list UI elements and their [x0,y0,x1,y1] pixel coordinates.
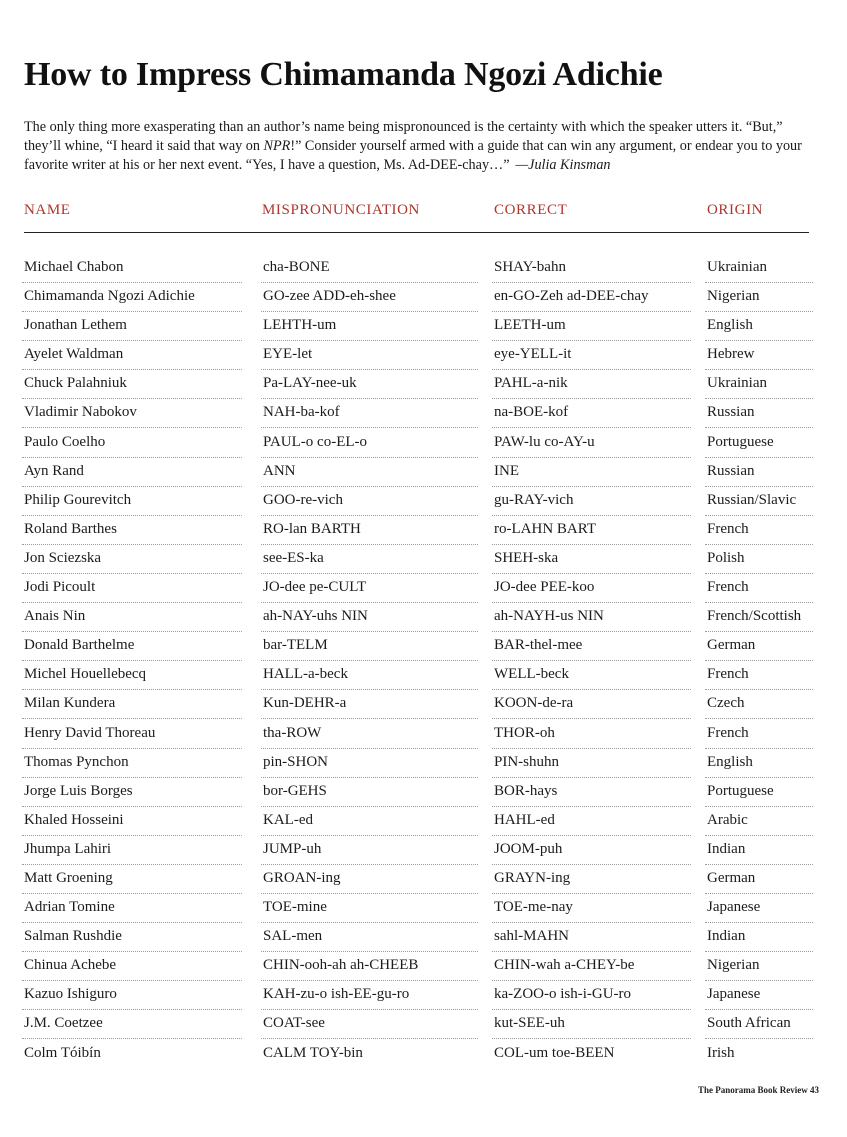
author-name-cell: Jonathan Lethem [22,311,242,341]
origin-cell: French [705,515,813,545]
mispronunciation-cell: PAUL-o co-EL-o [261,428,478,458]
mispronunciation-cell: Pa-LAY-nee-uk [261,369,478,399]
mispronunciation-cell: JO-dee pe-CULT [261,573,478,603]
author-name-cell: Salman Rushdie [22,922,242,952]
table-row [0,1039,847,1068]
correct-pronunciation-cell: KOON-de-ra [492,689,691,719]
table-row [0,719,847,748]
author-name-cell: Henry David Thoreau [22,719,242,749]
mispronunciation-cell: ah-NAY-uhs NIN [261,602,478,632]
author-name-cell: Thomas Pynchon [22,748,242,778]
author-name-cell: J.M. Coetzee [22,1009,242,1039]
mispronunciation-cell: RO-lan BARTH [261,515,478,545]
table-row [0,1009,847,1038]
mispronunciation-cell: cha-BONE [261,253,478,283]
origin-cell: French [705,719,813,749]
origin-cell: Hebrew [705,340,813,370]
correct-pronunciation-cell: ro-LAHN BART [492,515,691,545]
table-row [0,398,847,427]
correct-pronunciation-cell: INE [492,457,691,487]
table-row [0,486,847,515]
origin-cell: French [705,573,813,603]
origin-cell: Arabic [705,806,813,836]
table-row [0,806,847,835]
page-footer [698,1085,819,1095]
correct-pronunciation-cell: LEETH-um [492,311,691,341]
table-row [0,980,847,1009]
correct-pronunciation-cell: ah-NAYH-us NIN [492,602,691,632]
table-row [0,951,847,980]
origin-cell: Indian [705,835,813,865]
correct-pronunciation-cell: kut-SEE-uh [492,1009,691,1039]
table-row [0,369,847,398]
author-name-cell: Jorge Luis Borges [22,777,242,807]
column-header-name: NAME [24,202,71,218]
table-row [0,602,847,631]
correct-pronunciation-cell: SHEH-ska [492,544,691,574]
correct-pronunciation-cell: PAW-lu co-AY-u [492,428,691,458]
author-name-cell: Anais Nin [22,602,242,632]
mispronunciation-cell: bor-GEHS [261,777,478,807]
table-row [0,689,847,718]
origin-cell: French [705,660,813,690]
correct-pronunciation-cell: THOR-oh [492,719,691,749]
header-rule [24,232,809,233]
table-row [0,748,847,777]
mispronunciation-cell: KAL-ed [261,806,478,836]
origin-cell: German [705,631,813,661]
mispronunciation-cell: HALL-a-beck [261,660,478,690]
table-row [0,311,847,340]
byline: —Julia Kinsman [515,157,611,173]
origin-cell: Portuguese [705,777,813,807]
origin-cell: South African [705,1009,813,1039]
mispronunciation-cell: SAL-men [261,922,478,952]
origin-cell: Portuguese [705,428,813,458]
column-header-origin: ORIGIN [707,202,764,218]
table-row [0,573,847,602]
table-row [0,428,847,457]
mispronunciation-cell: Kun-DEHR-a [261,689,478,719]
table-row [0,660,847,689]
author-name-cell: Chinua Achebe [22,951,242,981]
correct-pronunciation-cell: sahl-MAHN [492,922,691,952]
mispronunciation-cell: GO-zee ADD-eh-shee [261,282,478,312]
mispronunciation-cell: KAH-zu-o ish-EE-gu-ro [261,980,478,1010]
mispronunciation-cell: bar-TELM [261,631,478,661]
author-name-cell: Jodi Picoult [22,573,242,603]
correct-pronunciation-cell: BAR-thel-mee [492,631,691,661]
correct-pronunciation-cell: na-BOE-kof [492,398,691,428]
author-name-cell: Ayelet Waldman [22,340,242,370]
pronunciation-table [0,253,847,1068]
origin-cell: Nigerian [705,951,813,981]
correct-pronunciation-cell: eye-YELL-it [492,340,691,370]
author-name-cell: Jhumpa Lahiri [22,835,242,865]
mispronunciation-cell: COAT-see [261,1009,478,1039]
table-header [0,202,847,226]
mispronunciation-cell: CHIN-ooh-ah ah-CHEEB [261,951,478,981]
author-name-cell: Chuck Palahniuk [22,369,242,399]
correct-pronunciation-cell: COL-um toe-BEEN [494,1044,615,1061]
mispronunciation-cell: pin-SHON [261,748,478,778]
author-name-cell: Colm Tóibín [24,1044,101,1061]
correct-pronunciation-cell: CHIN-wah a-CHEY-be [492,951,691,981]
table-row [0,253,847,282]
origin-cell: Japanese [705,980,813,1010]
author-name-cell: Kazuo Ishiguro [22,980,242,1010]
table-row [0,457,847,486]
mispronunciation-cell: TOE-mine [261,893,478,923]
origin-cell: Ukrainian [705,253,813,283]
origin-cell: French/Scottish [705,602,813,632]
footer-publication: The Panorama Book Review [698,1085,808,1095]
origin-cell: English [705,311,813,341]
author-name-cell: Michel Houellebecq [22,660,242,690]
table-row [0,282,847,311]
column-header-correct: CORRECT [494,202,568,218]
table-row [0,544,847,573]
intro-npr: NPR [263,138,291,154]
author-name-cell: Jon Sciezska [22,544,242,574]
origin-cell: Nigerian [705,282,813,312]
mispronunciation-cell: see-ES-ka [261,544,478,574]
origin-cell: English [705,748,813,778]
correct-pronunciation-cell: PAHL-a-nik [492,369,691,399]
author-name-cell: Khaled Hosseini [22,806,242,836]
mispronunciation-cell: tha-ROW [261,719,478,749]
correct-pronunciation-cell: HAHL-ed [492,806,691,836]
correct-pronunciation-cell: JO-dee PEE-koo [492,573,691,603]
author-name-cell: Ayn Rand [22,457,242,487]
column-header-mispronunciation: MISPRONUNCIATION [262,202,420,218]
author-name-cell: Philip Gourevitch [22,486,242,516]
author-name-cell: Chimamanda Ngozi Adichie [22,282,242,312]
origin-cell: Japanese [705,893,813,923]
page-number: 43 [810,1085,819,1095]
mispronunciation-cell: GROAN-ing [261,864,478,894]
origin-cell: Polish [705,544,813,574]
correct-pronunciation-cell: en-GO-Zeh ad-DEE-chay [492,282,691,312]
correct-pronunciation-cell: SHAY-bahn [492,253,691,283]
intro-text-cont: !” Consider yourself armed with a guide that can win any argument, or endear you to your favorite writer at his or her next event. “Yes, I have a question, Ms. Ad-DEE-chay…” [24,138,802,173]
correct-pronunciation-cell: ka-ZOO-o ish-i-GU-ro [492,980,691,1010]
mispronunciation-cell: EYE-let [261,340,478,370]
intro-paragraph [24,118,814,175]
author-name-cell: Michael Chabon [22,253,242,283]
correct-pronunciation-cell: TOE-me-nay [492,893,691,923]
table-row [0,631,847,660]
author-name-cell: Milan Kundera [22,689,242,719]
author-name-cell: Matt Groening [22,864,242,894]
origin-cell: German [705,864,813,894]
correct-pronunciation-cell: WELL-beck [492,660,691,690]
correct-pronunciation-cell: PIN-shuhn [492,748,691,778]
correct-pronunciation-cell: gu-RAY-vich [492,486,691,516]
page-title: How to Impress Chimamanda Ngozi Adichie [24,56,663,93]
table-row [0,864,847,893]
table-row [0,893,847,922]
author-name-cell: Roland Barthes [22,515,242,545]
mispronunciation-cell: JUMP-uh [261,835,478,865]
author-name-cell: Paulo Coelho [22,428,242,458]
origin-cell: Indian [705,922,813,952]
mispronunciation-cell: LEHTH-um [261,311,478,341]
table-row [0,835,847,864]
origin-cell: Russian [705,457,813,487]
table-row [0,922,847,951]
mispronunciation-cell: ANN [261,457,478,487]
mispronunciation-cell: GOO-re-vich [261,486,478,516]
origin-cell: Russian [705,398,813,428]
table-row [0,340,847,369]
origin-cell: Czech [705,689,813,719]
table-row [0,777,847,806]
table-row [0,515,847,544]
origin-cell: Irish [707,1044,735,1061]
correct-pronunciation-cell: JOOM-puh [492,835,691,865]
author-name-cell: Vladimir Nabokov [22,398,242,428]
mispronunciation-cell: CALM TOY-bin [263,1044,363,1061]
origin-cell: Ukrainian [705,369,813,399]
intro-text: The only thing more exasperating than an author’s name being mispronounced is the certainty with which the speaker utters it. “But,” they’ll whine, “I heard it said that way on [24,119,783,154]
origin-cell: Russian/Slavic [705,486,813,516]
mispronunciation-cell: NAH-ba-kof [261,398,478,428]
author-name-cell: Donald Barthelme [22,631,242,661]
correct-pronunciation-cell: GRAYN-ing [492,864,691,894]
author-name-cell: Adrian Tomine [22,893,242,923]
correct-pronunciation-cell: BOR-hays [492,777,691,807]
